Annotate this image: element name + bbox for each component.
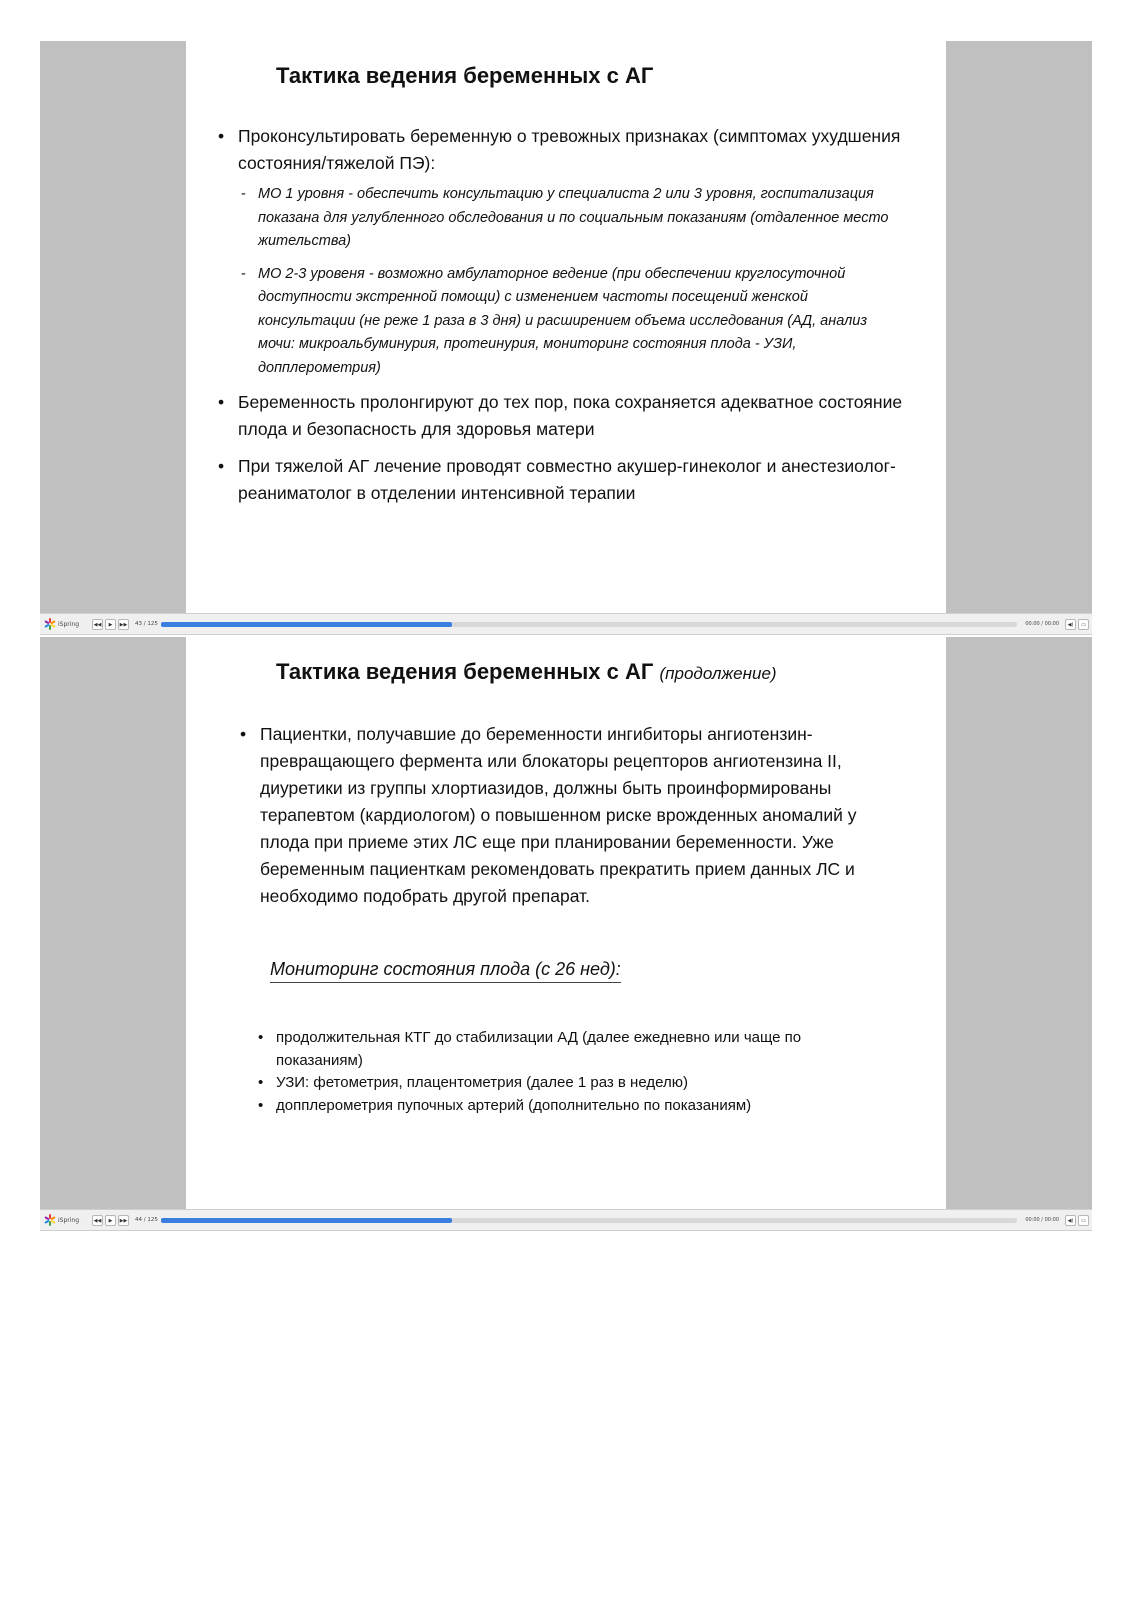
bullet-text: При тяжелой АГ лечение проводят совместно акушер-гинеколог и анестезиолог-реаниматолог в отделении интенсивной терапии — [238, 456, 896, 503]
bullet-text: Проконсультировать беременную о тревожных признаках (симптомах ухудшения состояния/тяжелой ПЭ): — [238, 126, 901, 173]
progress-bar[interactable] — [161, 622, 1017, 627]
slide-stage — [40, 637, 1092, 1209]
ispring-logo-icon — [44, 618, 56, 630]
ispring-logo: iSpring — [44, 618, 90, 630]
bullet-text: Беременность пролонгируют до тех пор, пока сохраняется адекватное состояние плода и безопасность для здоровья матери — [238, 392, 903, 439]
fast-forward-icon[interactable]: ▶▶ — [118, 1215, 129, 1226]
bullet-item: • Беременность пролонгируют до тех пор, пока сохраняется адекватное состояние плода и безопасность для здоровья матери — [218, 392, 903, 439]
slide-canvas — [186, 41, 946, 613]
bullet-text: Пациентки, получавшие до беременности ингибиторы ангиотензин-превращающего фермента или блокаторы рецепторов ангиотензина II, диуретики из группы хлортиазидов, должны быть проинформированы терапевтом (кардиологом) о повышенном риске врожденных аномалий у плода при приеме этих ЛС еще при планировании беременности. Уже беременным пациенткам рекомендовать прекратить прием данных ЛС и необходимо подобрать другой препарат. — [260, 724, 857, 906]
bullet-item: • Проконсультировать беременную о тревожных признаках (симптомах ухудшения состояния/тяжелой ПЭ): - МО 1 уровня - обеспечить консультацию у специалиста 2 или 3 уровня, госпитализация показана для углубленного обследования и по социальным показаниям (отдаленное место жительства) - МО 2-3 уровеня - возможно амбулаторное ведение (при обеспечении круглосуточной доступности экстренной помощи) с изменением частоты посещений женской консультации (не реже 1 раза в 3 дня) и расширением объема исследования (АД, анализ мочи: микроальбуминурия, протеинурия, мониторинг состояния плода - УЗИ, допплерометрия) — [218, 123, 908, 380]
monitoring-list — [258, 1027, 878, 1117]
player-toolbar — [40, 1209, 1092, 1231]
slide-stage — [40, 41, 1092, 613]
bullet-item: • Пациентки, получавшие до беременности ингибиторы ангиотензин-превращающего фермента или блокаторы рецепторов ангиотензина II, диуретики из группы хлортиазидов, должны быть проинформированы терапевтом (кардиологом) о повышенном риске врожденных аномалий у плода при приеме этих ЛС еще при планировании беременности. Уже беременным пациенткам рекомендовать прекратить прием данных ЛС и необходимо подобрать другой препарат. — [240, 724, 857, 906]
menu-icon[interactable]: ▭ — [1078, 1215, 1089, 1226]
sub-bullet-item: - МО 1 уровня - обеспечить консультацию у специалиста 2 или 3 уровня, госпитализация показана для углубленного обследования и по социальным показаниям (отдаленное место жительства) — [241, 186, 889, 249]
list-item: • УЗИ: фетометрия, плацентометрия (далее 1 раз в неделю) — [258, 1074, 688, 1091]
monitoring-title: Мониторинг состояния плода (с 26 нед): — [270, 959, 621, 983]
time-display: 00:00 / 00:00 — [1025, 1217, 1059, 1223]
slide-counter: 43 / 125 — [135, 621, 158, 627]
progress-bar[interactable] — [161, 1218, 1017, 1223]
slide-bullets — [218, 123, 908, 507]
ispring-logo-icon — [44, 1214, 56, 1226]
slide-title: Тактика ведения беременных с АГ (продолжение) — [276, 659, 777, 684]
slide-canvas — [186, 637, 946, 1209]
play-icon[interactable]: ▶ — [105, 619, 116, 630]
progress-fill — [161, 622, 452, 627]
fast-forward-icon[interactable]: ▶▶ — [118, 619, 129, 630]
volume-icon[interactable]: ◀) — [1065, 619, 1076, 630]
list-item: • допплерометрия пупочных артерий (дополнительно по показаниям) — [258, 1096, 752, 1114]
rewind-icon[interactable]: ◀◀ — [92, 619, 103, 630]
slide-title: Тактика ведения беременных с АГ — [276, 63, 654, 88]
sub-bullet-item: - МО 2-3 уровеня - возможно амбулаторное ведение (при обеспечении круглосуточной доступности экстренной помощи) с изменением частоты посещений женской консультации (не реже 1 раза в 3 дня) и расширением объема исследования (АД, анализ мочи: микроальбуминурия, протеинурия, мониторинг состояния плода - УЗИ, допплерометрия) — [241, 265, 868, 376]
slide-bullets — [240, 721, 900, 910]
slide-title-sub: (продолжение) — [659, 664, 777, 683]
menu-icon[interactable]: ▭ — [1078, 619, 1089, 630]
ispring-logo: iSpring — [44, 1214, 90, 1226]
rewind-icon[interactable]: ◀◀ — [92, 1215, 103, 1226]
list-item: • продолжительная КТГ до стабилизации АД (далее ежедневно или чаще по показаниям) — [258, 1029, 802, 1069]
sub-bullets — [238, 183, 908, 380]
play-icon[interactable]: ▶ — [105, 1215, 116, 1226]
slide-player-1 — [40, 41, 1092, 635]
progress-fill — [161, 1218, 452, 1223]
slide-player-2 — [40, 637, 1092, 1231]
slide-counter: 44 / 125 — [135, 1217, 158, 1223]
bullet-item: • При тяжелой АГ лечение проводят совместно акушер-гинеколог и анестезиолог-реаниматолог в отделении интенсивной терапии — [218, 456, 896, 503]
time-display: 00:00 / 00:00 — [1025, 621, 1059, 627]
player-toolbar — [40, 613, 1092, 635]
volume-icon[interactable]: ◀) — [1065, 1215, 1076, 1226]
